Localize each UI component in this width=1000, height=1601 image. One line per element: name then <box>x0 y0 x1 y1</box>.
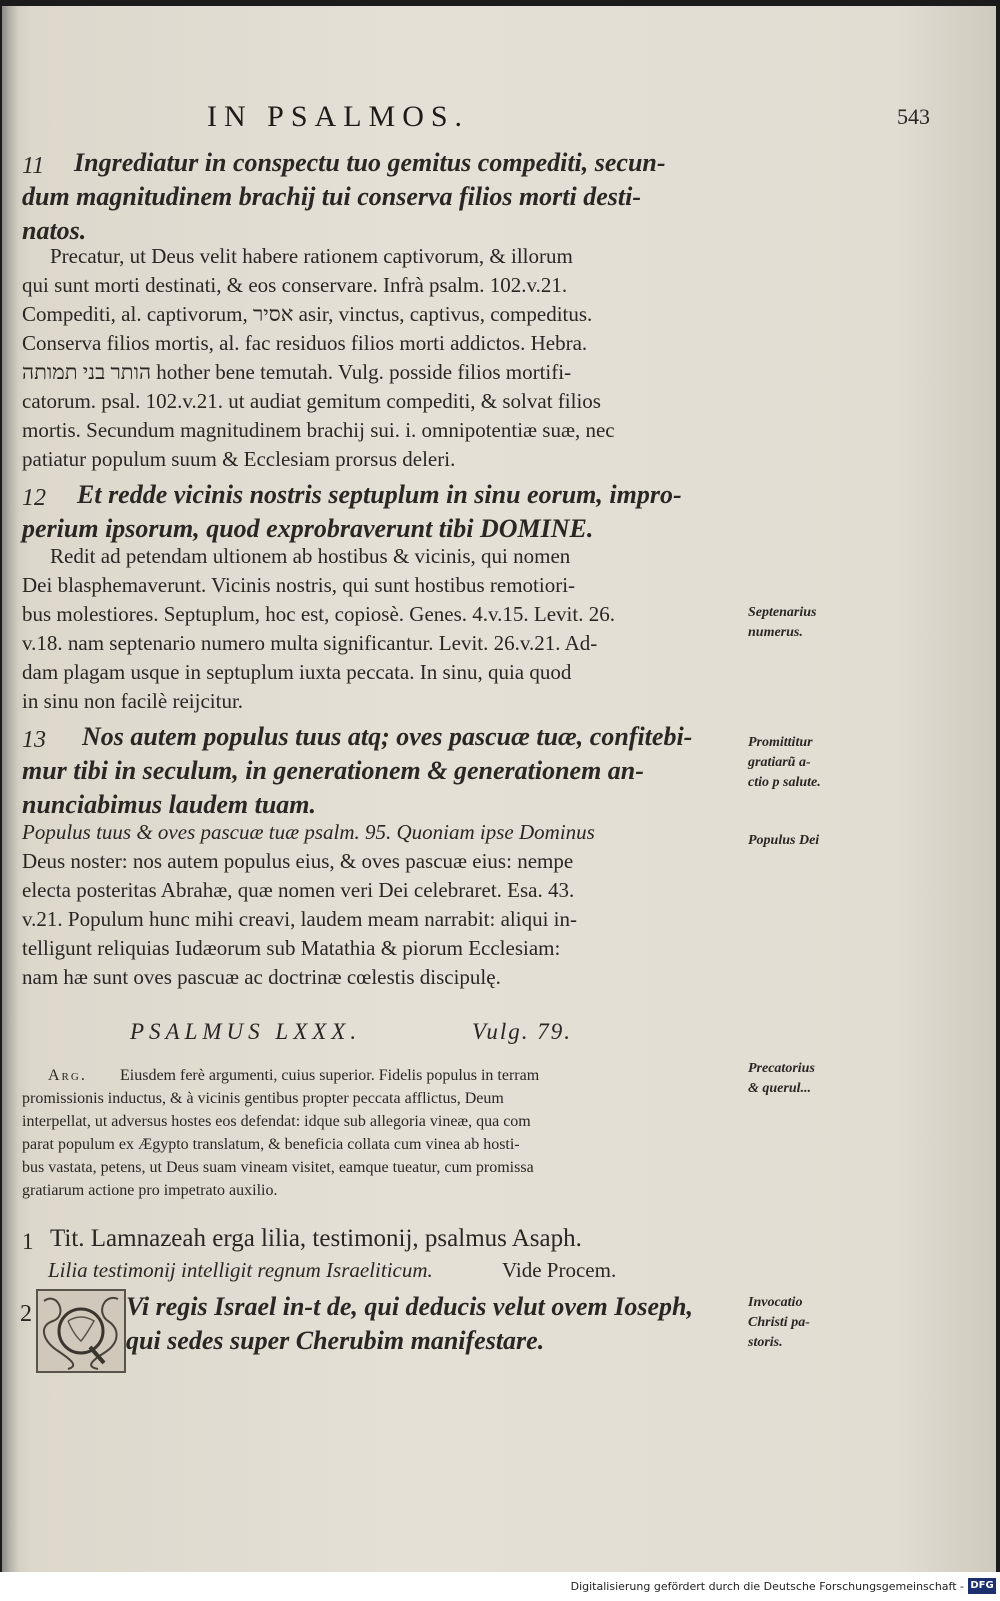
commentary-line: הותר בני תמותה hother bene temutah. Vulg. posside filios mortifi- <box>22 360 572 384</box>
commentary-line: nam hæ sunt oves pascuæ ac doctrinæ cœlestis discipulę. <box>22 965 501 989</box>
verse-text-line: dum magnitudinem brachij tui conserva filios morti desti- <box>22 182 642 211</box>
commentary-line: Conserva filios mortis, al. fac residuos filios morti addictos. Hebra. <box>22 331 588 355</box>
ornament-icon <box>38 1291 124 1371</box>
argument-line: interpellat, ut adversus hostes eos defendat: idque sub allegoria vineæ, qua com <box>22 1113 531 1130</box>
margin-note: Promittitur <box>748 735 813 750</box>
commentary-line: patiatur populum suum & Ecclesiam prorsus deleri. <box>22 447 456 471</box>
margin-note: Populus Dei <box>748 833 820 848</box>
digitization-footer <box>0 1572 1000 1601</box>
commentary-line: dam plagam usque in septuplum iuxta peccata. In sinu, quia quod <box>22 660 572 684</box>
commentary-line: Lilia testimonij intelligit regnum Israeliticum. <box>48 1258 433 1282</box>
commentary-line: mortis. Secundum magnitudinem brachij sui. i. omnipotentiæ suæ, nec <box>22 418 615 442</box>
verse-text-line: Vi regis Israel in-t de, qui deducis velut ovem Ioseph, <box>126 1292 693 1321</box>
commentary-line: Precatur, ut Deus velit habere rationem captivorum, & illorum <box>50 244 573 268</box>
margin-note: Invocatio <box>748 1295 803 1310</box>
verse-number: 2 <box>20 1301 32 1327</box>
verse-number: 11 <box>22 153 45 179</box>
commentary-line: telligunt reliquias Iudæorum sub Matathia & piorum Ecclesiam: <box>22 936 561 960</box>
commentary-line: Dei blasphemaverunt. Vicinis nostris, qui sunt hostibus remotiori- <box>22 573 576 597</box>
commentary-line: v.18. nam septenario numero multa significantur. Levit. 26.v.21. Ad- <box>22 631 598 655</box>
verse-text-line: qui sedes super Cherubim manifestare. <box>126 1326 545 1355</box>
commentary-line: Redit ad petendam ultionem ab hostibus & vicinis, qui nomen <box>50 544 571 568</box>
verse-text-line: Ingrediatur in conspectu tuo gemitus compediti, secun- <box>74 148 666 177</box>
argument-line: gratiarum actione pro impetrato auxilio. <box>22 1182 278 1199</box>
running-title: IN PSALMOS. <box>207 100 470 133</box>
commentary-line: Populus tuus & oves pascuæ tuæ psalm. 95. Quoniam ipse Dominus <box>22 820 595 844</box>
verse-number: 12 <box>22 485 46 511</box>
dfg-logo-icon: DFG <box>968 1578 996 1594</box>
verse-text-line: Et redde vicinis nostris septuplum in sinu eorum, impro- <box>77 480 682 509</box>
psalm-title: PSALMUS LXXX. <box>130 1019 362 1044</box>
verse-number: 1 <box>22 1229 34 1254</box>
commentary-line: electa posteritas Abrahæ, quæ nomen veri Dei celebraret. Esa. 43. <box>22 878 575 902</box>
margin-note: gratiarũ a- <box>748 755 811 770</box>
verse-text-line: perium ipsorum, quod exprobraverunt tibi DOMINE. <box>22 514 594 543</box>
verse-text-line: nunciabimus laudem tuam. <box>22 790 317 819</box>
margin-note: storis. <box>748 1335 783 1350</box>
commentary-line: v.21. Populum hunc mihi creavi, laudem meam narrabit: aliqui in- <box>22 907 578 931</box>
commentary-line: in sinu non facilè reijcitur. <box>22 689 244 713</box>
verse-number: 13 <box>22 727 46 753</box>
commentary-line: Deus noster: nos autem populus eius, & oves pascuæ eius: nempe <box>22 849 574 873</box>
folio-number: 543 <box>897 104 930 129</box>
margin-note: & querul... <box>748 1081 812 1096</box>
book-page <box>2 6 996 1572</box>
page-spine-shadow <box>2 6 18 1572</box>
commentary-line: Compediti, al. captivorum, אסיר asir, vinctus, captivus, compeditus. <box>22 302 593 326</box>
footer-credit: Digitalisierung gefördert durch die Deutsche Forschungsgemeinschaft - <box>570 1580 964 1593</box>
commentary-line: catorum. psal. 102.v.21. ut audiat gemitum compediti, & solvat filios <box>22 389 601 413</box>
decorated-initial <box>36 1289 126 1373</box>
margin-note: Precatorius <box>748 1061 815 1076</box>
argument-line: Eiusdem ferè argumenti, cuius superior. Fidelis populus in terram <box>120 1067 540 1084</box>
verse-text-line: Nos autem populus tuus atq; oves pascuæ tuæ, confitebi- <box>82 722 693 751</box>
verse-text-line: Tit. Lamnazeah erga lilia, testimonij, psalmus Asaph. <box>50 1225 582 1252</box>
margin-note: Christi pa- <box>748 1315 810 1330</box>
margin-note: ctio p salute. <box>748 775 821 790</box>
commentary-line: bus molestiores. Septuplum, hoc est, copiosè. Genes. 4.v.15. Levit. 26. <box>22 602 615 626</box>
margin-note: numerus. <box>748 625 803 640</box>
commentary-line: qui sunt morti destinati, & eos conservare. Infrà psalm. 102.v.21. <box>22 273 568 297</box>
psalm-vulgate-number: Vulg. 79. <box>472 1019 572 1044</box>
argument-line: parat populum ex Ægypto translatum, & beneficia collata cum vinea ab hosti- <box>22 1136 520 1153</box>
argument-line: promissionis inductus, & à vicinis gentibus propter peccata afflictus, Deum <box>22 1090 504 1107</box>
verse-text-line: natos. <box>22 216 87 245</box>
margin-note: Septenarius <box>748 605 817 620</box>
verse-text-line: mur tibi in seculum, in generationem & generationem an- <box>22 756 644 785</box>
argument-line: bus vastata, petens, ut Deus suam vineam visitet, eamque tueatur, cum promissa <box>22 1159 534 1176</box>
commentary-line: Vide Procem. <box>502 1258 617 1282</box>
argument-label: Arg. <box>48 1067 87 1084</box>
